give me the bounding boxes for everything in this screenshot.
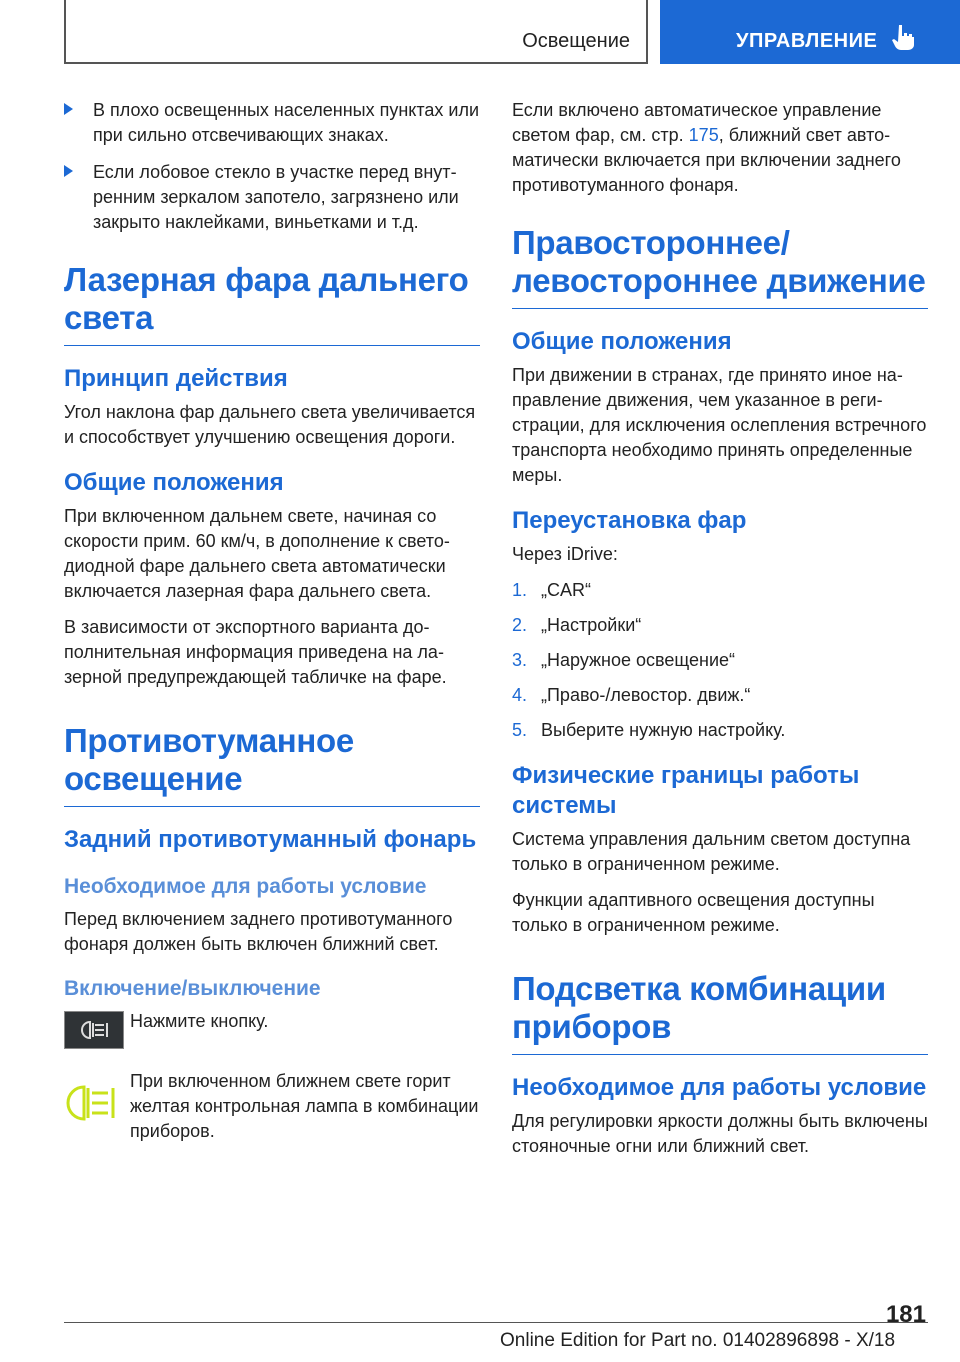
step-number: 2. — [512, 615, 528, 635]
step-number: 5. — [512, 720, 528, 740]
laser-section-title: Лазерная фара дальнего света — [64, 261, 480, 346]
rear-fog-heading: Задний противотуманный фонарь — [64, 826, 477, 853]
header-section-box — [64, 0, 648, 64]
step-text: Выберите нужную настройку. — [541, 720, 786, 740]
footer-divider — [64, 1322, 928, 1323]
instrument-condition-heading: Необходимое для работы условие — [512, 1074, 927, 1101]
step-item — [512, 648, 928, 673]
step-item — [512, 613, 928, 638]
limits-text-1: Система управления дальним светом доступна только в ограниченном режиме. — [512, 829, 911, 874]
instrument-section-title: Подсветка комбинации приборов — [512, 970, 928, 1055]
laser-general-text-2: В зависимости от экспортного варианта дополнительная информация приведена на лазерной предупреждающей табличке на фаре. — [64, 617, 447, 687]
step-text: „Право-/левостор. движ.“ — [541, 685, 751, 705]
traffic-general-heading: Общие положения — [512, 328, 732, 355]
fog-section-title: Противотуманное освещение — [64, 722, 480, 807]
press-button-text: Нажмите кнопку. — [130, 1011, 269, 1031]
idrive-steps — [512, 578, 928, 743]
page-number: 181 — [885, 1301, 926, 1328]
fog-auto-intro — [512, 98, 928, 198]
chapter-tab-label: УПРАВЛЕНИЕ — [736, 30, 878, 52]
bullet-triangle-icon — [64, 103, 73, 115]
step-text: „Настройки“ — [541, 615, 642, 635]
laser-general-text-1: При включенном дальнем свете, начиная со скорости прим. 60 км/ч, в дополнение к светодиодной фаре дальнего света автоматически включается лазерная фара дальнего света. — [64, 506, 450, 601]
laser-general-heading: Общие положения — [64, 469, 284, 496]
step-text: „Наружное освещение“ — [541, 650, 736, 670]
rear-fog-indicator-icon — [64, 1081, 120, 1125]
step-text: „CAR“ — [541, 580, 591, 600]
step-number: 1. — [512, 580, 528, 600]
intro-text-end: , ближний свет автоматически включается при включении заднего противотуманного фонаря. — [512, 125, 901, 195]
readjust-heading: Переустановка фар — [512, 507, 747, 534]
bullet-text: В плохо освещенных населенных пунктах или при сильно отсвечивающих знаках. — [93, 100, 480, 145]
bullet-text: Если лобовое стекло в участке перед внутренним зеркалом запотело, загрязнено или закрыто наклейками, виньетками и т.д. — [93, 162, 459, 232]
step-item — [512, 683, 928, 708]
step-item — [512, 578, 928, 603]
section-title: Освещение — [522, 30, 630, 52]
edition-text: Online Edition for Part no. 01402896898 - X/18 — [500, 1330, 896, 1351]
via-idrive-text: Через iDrive: — [512, 544, 618, 564]
fog-condition-text: Перед включением заднего противотуманного фонаря должен быть включен ближний свет. — [64, 909, 453, 954]
fog-indicator-row — [64, 1069, 480, 1144]
limits-heading: Физические границы работы системы — [512, 762, 860, 819]
fog-onoff-heading: Включение/выключение — [64, 977, 321, 1000]
traffic-general-text: При движении в странах, где принято иное направление движения, чем указанное в регистрации, для исключения ослепления встречного транспорта необходимо принять определенные меры. — [512, 365, 927, 485]
left-column — [64, 98, 480, 1158]
instrument-condition-text: Для регулировки яркости должны быть включены стояночные огни или ближний свет. — [512, 1111, 928, 1156]
step-number: 3. — [512, 650, 528, 670]
limits-text-2: Функции адаптивного освещения доступны только в ограниченном режиме. — [512, 890, 875, 935]
principle-heading: Принцип действия — [64, 365, 288, 392]
right-column — [512, 98, 928, 1170]
intro-text-start: Если включено автоматическое управление светом фар, см. стр. — [512, 100, 882, 145]
bullet-item — [64, 160, 480, 235]
traffic-section-title: Правостороннее/ левостороннее движение — [512, 224, 928, 309]
fog-button-row — [64, 1009, 480, 1055]
step-number: 4. — [512, 685, 528, 705]
fog-condition-heading: Необходимое для работы условие — [64, 875, 427, 898]
pointing-hand-icon — [892, 24, 916, 50]
page-link[interactable]: 175 — [688, 125, 719, 145]
bullet-item — [64, 98, 480, 148]
principle-text: Угол наклона фар дальнего света увеличивается и способствует улучшению освещения дороги. — [64, 402, 476, 447]
bullet-triangle-icon — [64, 165, 73, 177]
chapter-tab[interactable] — [660, 0, 960, 64]
indicator-lamp-text: При включенном ближнем свете горит желтая контрольная лампа в комбинации приборов. — [130, 1071, 479, 1141]
rear-fog-button-icon — [64, 1011, 124, 1049]
step-item — [512, 718, 928, 743]
